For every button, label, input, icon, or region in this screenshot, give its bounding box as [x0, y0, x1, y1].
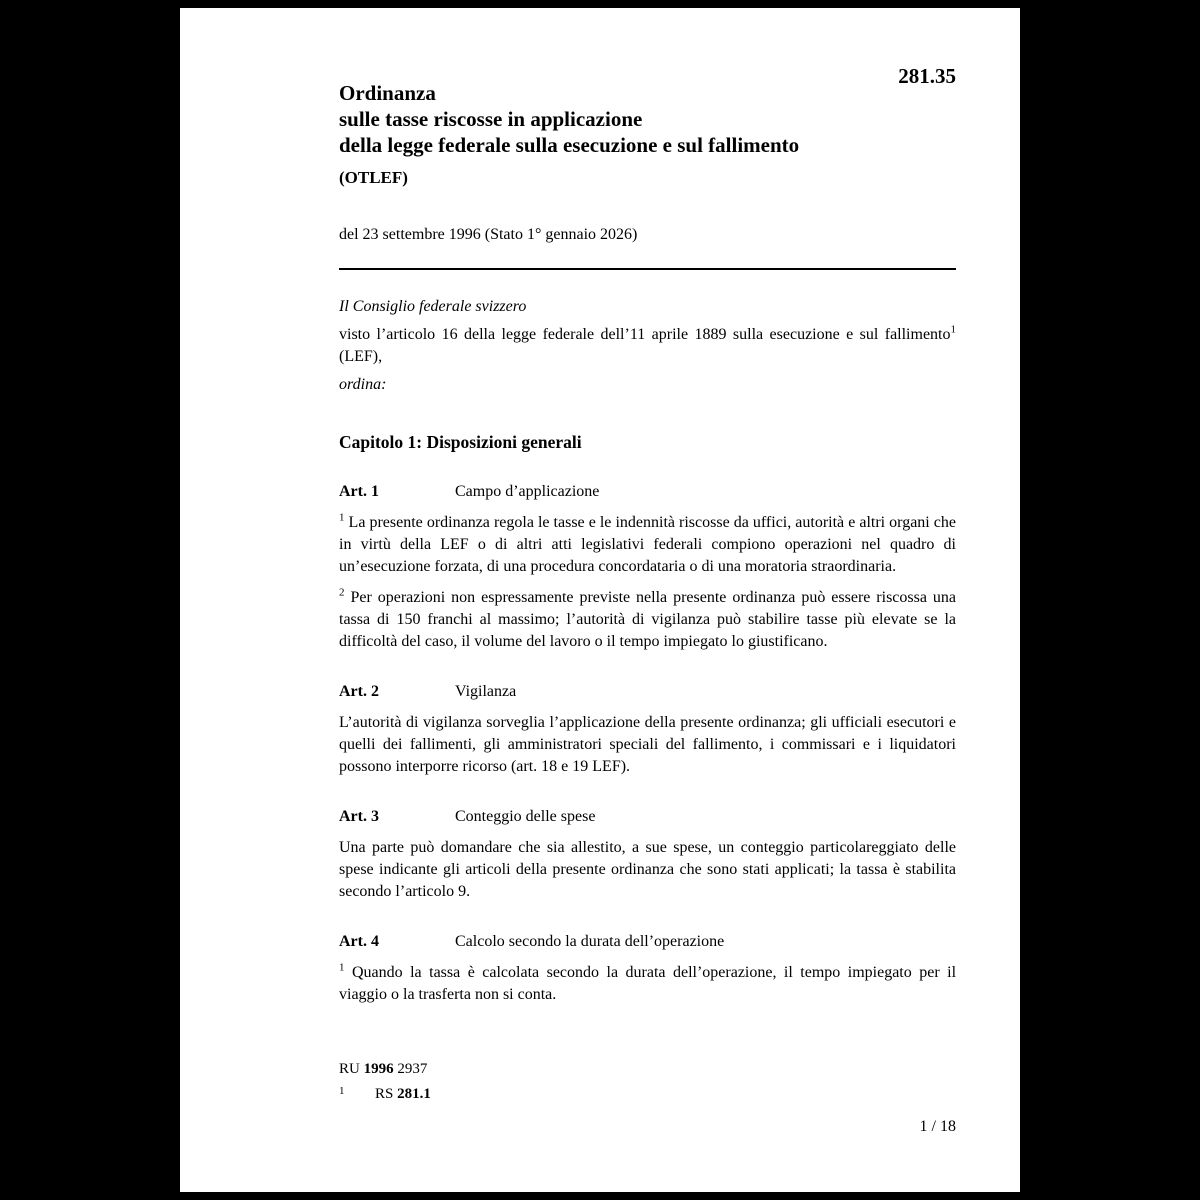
chapter-1-heading: Capitolo 1: Disposizioni generali	[339, 432, 582, 452]
article-2-title: Vigilanza	[455, 683, 517, 700]
article-2-heading	[339, 683, 956, 701]
doc-title-line-3: della legge federale sulla esecuzione e sul fallimento	[339, 133, 800, 157]
paragraph-text: Per operazioni non espressamente previste nella presente ordinanza può essere riscossa una tassa di 150 franchi al massimo; l’autorità di vigilanza può stabilire tasse più elevate se la difficoltà del caso, il volume del lavoro o il tempo impiegato lo giustificano.	[339, 589, 957, 650]
preamble-recital	[339, 324, 956, 368]
paragraph-marker: 2	[339, 586, 345, 599]
ru-label: RU	[339, 1061, 360, 1077]
article-4	[339, 933, 956, 1006]
paragraph-text: L’autorità di vigilanza sorveglia l’applicazione della presente ordinanza; gli ufficiali esecutori e quelli dei fallimenti, gli amministratori speciali del fallimento, i commissari e i liquidatori possono interporre ricorso (art. 18 e 19 LEF).	[339, 714, 956, 775]
document-page	[180, 8, 1020, 1192]
article-1-title: Campo d’applicazione	[455, 483, 600, 500]
paragraph-text: La presente ordinanza regola le tasse e le indennità riscosse da uffici, autorità e altri organi che in virtù della LEF o di altri atti legislativi federali compiono operazioni nel quadro di un’esecuzione forzata, di una procedura concordataria o di una moratoria straordinaria.	[339, 514, 956, 575]
footnotes-block	[339, 1058, 431, 1105]
article-3-paragraph-1	[339, 837, 956, 903]
doc-number: 281.35	[898, 64, 956, 88]
doc-title-line-1: Ordinanza	[339, 81, 436, 105]
footnote-1-marker: 1	[339, 1085, 345, 1097]
paragraph-text: Quando la tassa è calcolata secondo la durata dell’operazione, il tempo impiegato per il viaggio o la trasferta non si conta.	[339, 964, 957, 1003]
recital-footnote-marker[interactable]: 1	[950, 323, 956, 336]
ru-year: 1996	[363, 1061, 394, 1077]
footnote-1-ref: 281.1	[397, 1086, 431, 1102]
article-1-paragraph-2	[339, 587, 956, 653]
article-3-title: Conteggio delle spese	[455, 808, 596, 825]
ru-page: 2937	[397, 1061, 428, 1077]
article-3-heading	[339, 808, 956, 826]
article-4-title: Calcolo secondo la durata dell’operazione	[455, 933, 725, 950]
article-4-number: Art. 4	[339, 933, 379, 950]
footnote-ru	[339, 1058, 431, 1080]
paragraph-marker: 1	[339, 511, 345, 524]
recital-text: visto l’articolo 16 della legge federale dell’11 aprile 1889 sulla esecuzione e sul fallimento	[339, 326, 951, 343]
article-2-paragraph-1	[339, 712, 956, 778]
recital-suffix: (LEF),	[339, 348, 383, 365]
preamble-authority: Il Consiglio federale svizzero	[339, 298, 527, 315]
doc-abbreviation: (OTLEF)	[339, 168, 408, 187]
article-2-number: Art. 2	[339, 683, 379, 700]
doc-title-line-2: sulle tasse riscosse in applicazione	[339, 107, 643, 131]
header-divider	[339, 268, 956, 270]
doc-title	[339, 80, 956, 158]
paragraph-marker: 1	[339, 961, 345, 974]
article-2	[339, 683, 956, 778]
article-3-number: Art. 3	[339, 808, 379, 825]
footnote-1-label: RS	[375, 1086, 394, 1102]
article-1-number: Art. 1	[339, 483, 379, 500]
article-1-heading	[339, 483, 956, 501]
article-4-paragraph-1	[339, 962, 956, 1006]
article-1-paragraph-1	[339, 512, 956, 578]
doc-date-status: del 23 settembre 1996 (Stato 1° gennaio 2026)	[339, 226, 638, 243]
article-1	[339, 483, 956, 653]
article-3	[339, 808, 956, 903]
paragraph-text: Una parte può domandare che sia allestito, a sue spese, un conteggio particolareggiato delle spese indicante gli articoli della presente ordinanza che sono stati applicati; la tassa è stabilita secondo l’articolo 9.	[339, 839, 956, 900]
enacting-word: ordina:	[339, 376, 387, 393]
footnote-1	[339, 1080, 431, 1105]
article-4-heading	[339, 933, 956, 951]
page-number: 1 / 18	[919, 1118, 956, 1135]
page-content	[339, 8, 956, 1006]
